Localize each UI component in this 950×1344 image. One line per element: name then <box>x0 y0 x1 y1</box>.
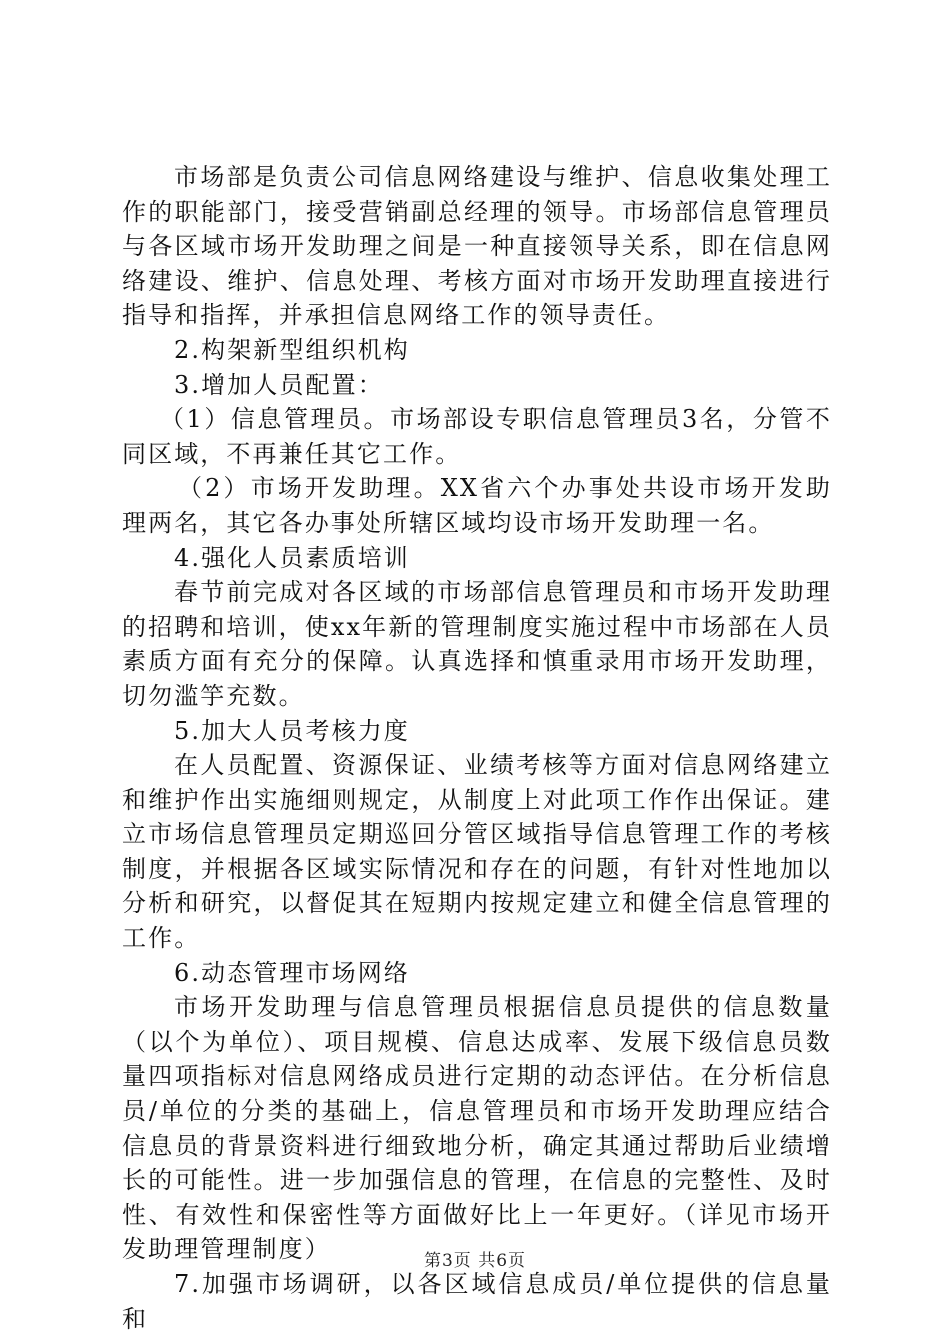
paragraph-assessment: 在人员配置、资源保证、业绩考核等方面对信息网络建立和维护作出实施细则规定，从制度上对此项工作作出保证。建立市场信息管理员定期巡回分管区域指导信息管理工作的考核制度，并根据各区域实际情况和存在的问题，有针对性地加以分析和研究，以督促其在短期内按规定建立和健全信息管理的工作。 <box>122 751 832 953</box>
paragraph-dynamic-management: 市场开发助理与信息管理员根据信息员提供的信息数量（以个为单位）、项目规模、信息达成率、发展下级信息员数量四项指标对信息网络成员进行定期的动态评估。在分析信息员/单位的分类的基础上，信息管理员和市场开发助理应结合信息员的背景资料进行细致地分析，确定其通过帮助后业绩增长的可能性。进一步加强信息的管理，在信息的完整性、及时性、有效性和保密性等方面做好比上一年更好。（详见市场开发助理管理制度） <box>122 993 832 1264</box>
heading-org-structure: 2.构架新型组织机构 <box>174 335 410 364</box>
paragraph-info-network-duty: 市场部是负责公司信息网络建设与维护、信息收集处理工作的职能部门，接受营销副总经理的领导。市场部信息管理员与各区域市场开发助理之间是一种直接领导关系，即在信息网络建设、维护、信息处理、考核方面对市场开发助理直接进行指导和指挥，并承担信息网络工作的领导责任。 <box>122 163 832 330</box>
heading-assessment: 5.加大人员考核力度 <box>174 716 410 745</box>
heading-market-research: 7.加强市场调研，以各区域信息成员/单位提供的信息量和 <box>122 1270 832 1333</box>
page-number-footer: 第3页 共6页 <box>423 1251 527 1271</box>
paragraph-training: 春节前完成对各区域的市场部信息管理员和市场开发助理的招聘和培训，使xx年新的管理制度实施过程中市场部在人员素质方面有充分的保障。认真选择和慎重录用市场开发助理，切勿滥竽充数。 <box>122 578 832 710</box>
heading-training: 4.强化人员素质培训 <box>174 543 410 572</box>
document-body <box>122 160 832 1336</box>
heading-staffing: 3.增加人员配置： <box>174 370 384 399</box>
list-item-market-assistant: （2）市场开发助理。XX省六个办事处共设市场开发助理两名，其它各办事处所辖区域均设市场开发助理一名。 <box>122 474 832 537</box>
heading-dynamic-management: 6.动态管理市场网络 <box>174 958 410 987</box>
list-item-info-manager: （1）信息管理员。市场部设专职信息管理员3名，分管不同区域，不再兼任其它工作。 <box>122 405 832 468</box>
